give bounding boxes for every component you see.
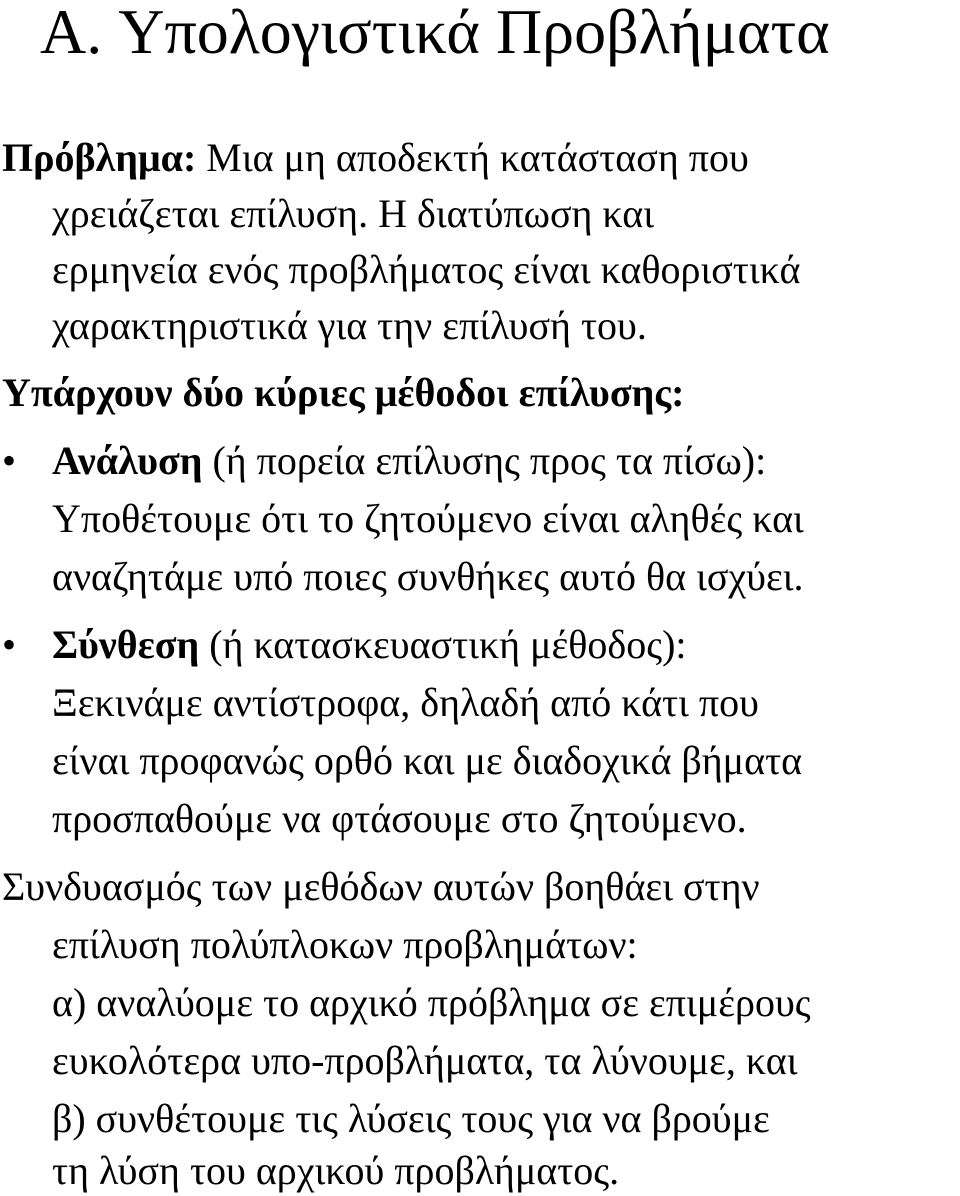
problem-label: Πρόβλημα: [2,135,197,180]
analysis-term: Ανάλυση [52,438,203,483]
synthesis-line-2: Ξεκινάμε αντίστροφα, δηλαδή από κάτι που [52,680,759,725]
analysis-text-1: (ή πορεία επίλυσης προς τα πίσω): [212,438,767,483]
synthesis-text-1: (ή κατασκευαστική μέθοδος): [209,622,687,667]
problem-line-4: χαρακτηριστικά για την επίλυσή του. [52,303,647,348]
combination-line-5: β) συνθέτουμε τις λύσεις τους για να βρούμε [52,1096,770,1141]
synthesis-term: Σύνθεση [52,622,200,667]
synthesis-line-3: είναι προφανώς ορθό και με διαδοχικά βήματα [52,738,803,783]
synthesis-line-4: προσπαθούμε να φτάσουμε στο ζητούμενο. [52,796,747,841]
analysis-line-1 [52,436,766,486]
problem-line-2: χρειάζεται επίλυση. Η διατύπωση και [52,191,654,236]
problem-text-1: Μια μη αποδεκτή κατάσταση που [206,135,749,180]
bullet-icon: • [2,438,17,483]
combination-line-1: Συνδυασμός των μεθόδων αυτών βοηθάει στην [2,864,760,909]
synthesis-line-1 [52,620,687,670]
page-title: A. Υπολογιστικά Προβλήματα [40,0,830,67]
methods-heading: Υπάρχουν δύο κύριες μέθοδοι επίλυσης: [2,370,685,415]
problem-line-1 [2,133,749,183]
combination-line-6: τη λύση του αρχικού προβλήματος. [52,1148,620,1193]
combination-line-4: ευκολότερα υπο-προβλήματα, τα λύνουμε, και [52,1038,798,1083]
analysis-line-3: αναζητάμε υπό ποιες συνθήκες αυτό θα ισχύει. [52,554,804,599]
analysis-line-2: Υποθέτουμε ότι το ζητούμενο είναι αληθές και [52,496,804,541]
problem-line-3: ερμηνεία ενός προβλήματος είναι καθοριστικά [52,247,801,292]
combination-line-2: επίλυση πολύπλοκων προβλημάτων: [52,922,638,967]
combination-line-3: α) αναλύομε το αρχικό πρόβλημα σε επιμέρους [52,980,811,1025]
bullet-icon: • [2,622,17,667]
